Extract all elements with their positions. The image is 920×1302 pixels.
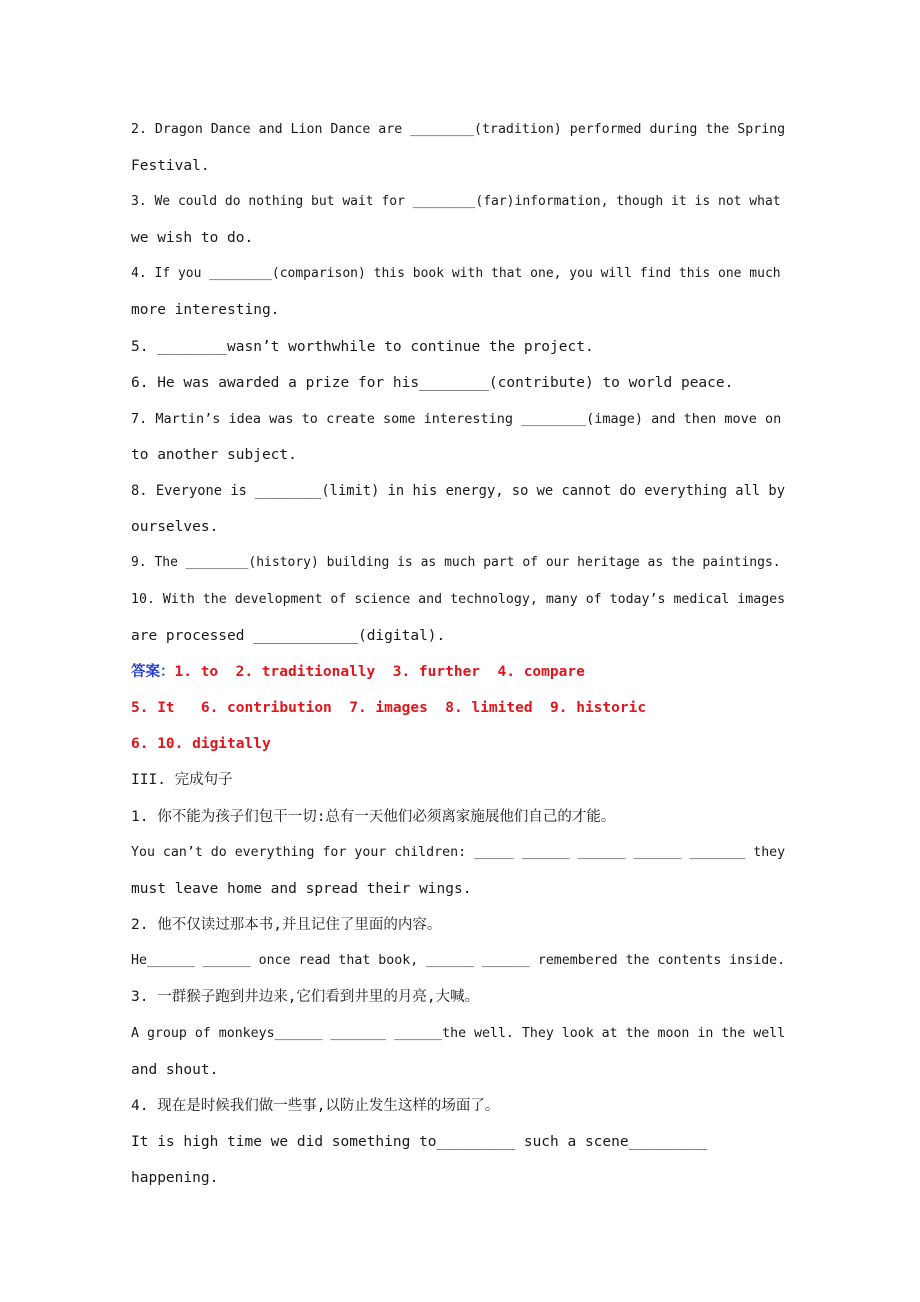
question-5: 5. ________wasn’t worthwhile to continue the project. — [131, 339, 594, 355]
sentence-1-chinese: 1. 你不能为孩子们包干一切:总有一天他们必须离家施展他们自己的才能。 — [131, 809, 616, 825]
section-3-heading: III. 完成句子 — [131, 772, 233, 788]
question-6: 6. He was awarded a prize for his________(contribute) to world peace. — [131, 375, 734, 391]
sentence-4-line-1: It is high time we did something to_________ such a scene_________ — [131, 1134, 708, 1150]
question-10-line-2: are processed ____________(digital). — [131, 628, 446, 644]
sentence-3-chinese: 3. 一群猴子跑到井边来,它们看到井里的月亮,大喊。 — [131, 989, 480, 1005]
question-2-line-1: 2. Dragon Dance and Lion Dance are ________(tradition) performed during the Spring — [131, 122, 786, 137]
question-4-line-2: more interesting. — [131, 302, 280, 318]
question-3-line-1: 3. We could do nothing but wait for ________(far)information, though it is not what — [131, 194, 781, 209]
question-8-line-1: 8. Everyone is ________(limit) in his energy, so we cannot do everything all by — [131, 483, 785, 499]
sentence-1-line-2: must leave home and spread their wings. — [131, 881, 472, 897]
answer-line-3: 6. 10. digitally — [131, 736, 271, 752]
sentence-2-chinese: 2. 他不仅读过那本书,并且记住了里面的内容。 — [131, 917, 442, 933]
question-7-line-2: to another subject. — [131, 447, 297, 463]
question-9: 9. The ________(history) building is as much part of our heritage as the paintings. — [131, 555, 781, 570]
sentence-2-line-1: He______ ______ once read that book, ______ ______ remembered the contents inside. — [131, 953, 786, 968]
answer-label: 答案： — [131, 664, 175, 680]
question-7-line-1: 7. Martin’s idea was to create some interesting ________(image) and then move on — [131, 411, 782, 427]
question-2-line-2: Festival. — [131, 158, 210, 174]
answer-line-2: 5. It 6. contribution 7. images 8. limited 9. historic — [131, 700, 647, 716]
question-8-line-2: ourselves. — [131, 519, 219, 535]
sentence-3-line-1: A group of monkeys______ _______ ______the well. They look at the moon in the well — [131, 1026, 786, 1041]
answer-text-1: 1. to 2. traditionally 3. further 4. compare — [174, 664, 585, 680]
sentence-3-line-2: and shout. — [131, 1062, 219, 1078]
question-4-line-1: 4. If you ________(comparison) this book with that one, you will find this one much — [131, 266, 781, 281]
question-3-line-2: we wish to do. — [131, 230, 254, 246]
sentence-4-chinese: 4. 现在是时候我们做一些事,以防止发生这样的场面了。 — [131, 1098, 500, 1114]
sentence-4-line-2: happening. — [131, 1170, 219, 1186]
question-10-line-1: 10. With the development of science and technology, many of today’s medical images — [131, 592, 786, 607]
answer-line-1 — [131, 662, 791, 682]
sentence-1-line-1: You can’t do everything for your children: _____ ______ ______ ______ _______ they — [131, 845, 786, 860]
